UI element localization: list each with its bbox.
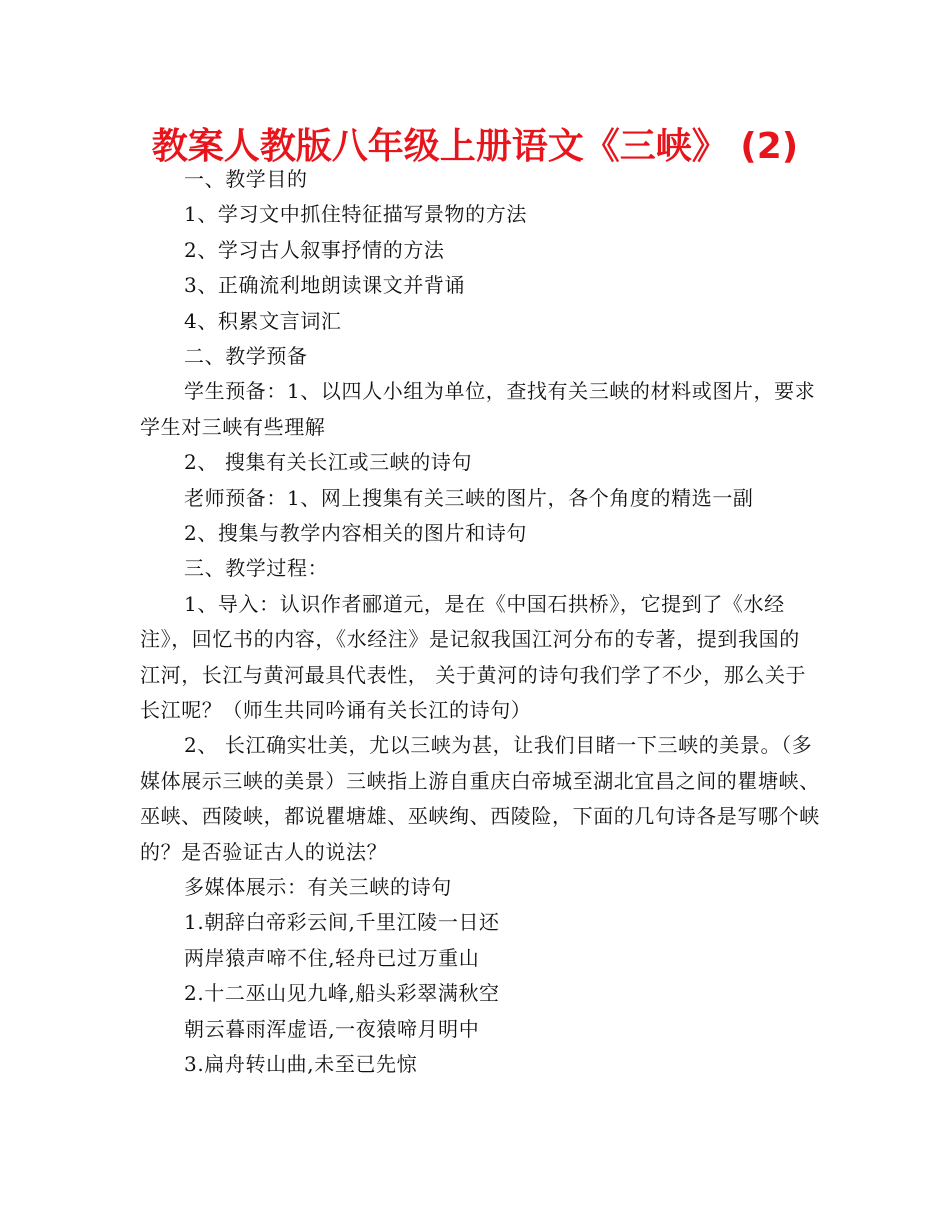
multimedia-heading: 多媒体展示：有关三峡的诗句 — [184, 874, 452, 899]
document-title: 教案人教版八年级上册语文《三峡》 (2) — [151, 126, 799, 167]
poem-line: 3.扁舟转山曲,未至已先惊 — [184, 1051, 418, 1076]
document-body — [140, 162, 820, 1082]
introduction-paragraph: 1、导入：认识作者郦道元，是在《中国石拱桥》，它提到了《水经注》，回忆书的内容，《水经注》是记叙我国江河分布的专著，提到我国的江河，长江与黄河最具代表性， 关于黄河的诗句我们学了不少，那么关于长江呢？（师生共同吟诵有关长江的诗句） — [140, 591, 807, 722]
student-preparation-paragraph: 学生预备：1、以四人小组为单位，查找有关三峡的材料或图片，要求学生对三峡有些理解 — [140, 379, 816, 439]
teacher-preparation-line: 老师预备：1、网上搜集有关三峡的图片，各个角度的精选一副 — [184, 485, 754, 510]
objective-item: 3、正确流利地朗读课文并背诵 — [184, 273, 466, 298]
poem-line: 2.十二巫山见九峰,船头彩翠满秋空 — [184, 981, 500, 1006]
preparation-item: 2、搜集与教学内容相关的图片和诗句 — [184, 520, 527, 545]
objective-item: 2、学习古人叙事抒情的方法 — [184, 237, 445, 262]
poem-line: 两岸猿声啼不住,轻舟已过万重山 — [184, 945, 480, 970]
objective-item: 1、学习文中抓住特征描写景物的方法 — [184, 202, 527, 227]
poem-line: 1.朝辞白帝彩云间,千里江陵一日还 — [184, 910, 500, 935]
objective-item: 4、积累文言词汇 — [184, 308, 342, 333]
section-heading-process: 三、教学过程： — [184, 556, 329, 581]
preparation-item: 2、 搜集有关长江或三峡的诗句 — [184, 450, 473, 475]
three-gorges-paragraph: 2、 长江确实壮美，尤以三峡为甚，让我们目睹一下三峡的美景。（多媒体展示三峡的美景）三峡指上游自重庆白帝城至湖北宜昌之间的瞿塘峡、巫峡、西陵峡，都说瞿塘雄、巫峡绚、西陵险，下面的几句诗各是写哪个峡的？是否验证古人的说法？ — [140, 733, 820, 864]
section-heading-objectives: 一、教学目的 — [184, 167, 308, 191]
poem-line: 朝云暮雨浑虚语,一夜猿啼月明中 — [184, 1016, 480, 1041]
section-heading-preparation: 二、教学预备 — [184, 343, 308, 368]
